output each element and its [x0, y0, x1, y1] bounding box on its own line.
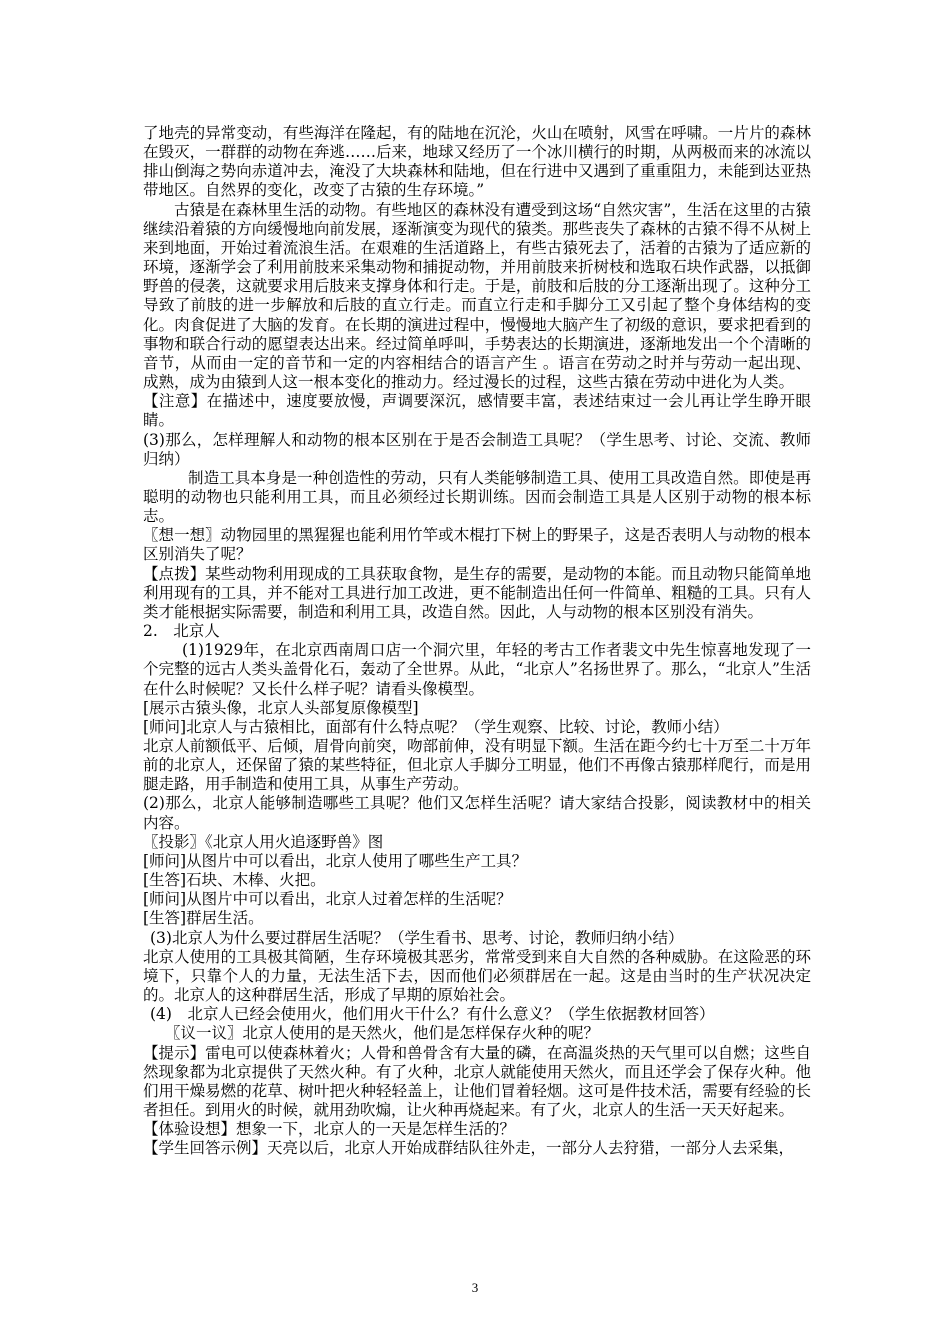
- paragraph: 〖议一议〗北京人使用的是天然火，他们是怎样保存火种的呢？: [165, 1024, 600, 1043]
- paragraph: [师问]从图片中可以看出，北京人过着怎样的生活呢？: [143, 890, 512, 909]
- paragraph: [生答]石块、木棒、火把。: [143, 871, 326, 890]
- section-heading: 2. 北京人: [143, 622, 220, 641]
- paragraph: 【提示】雷电可以使森林着火；人骨和兽骨含有大量的磷，在高温炎热的天气里可以自燃；这些自然现象都为北京提供了天然火种。有了火种，北京人就能使用天然火，而且还学会了保存火种。他们用干燥易燃的花草、树叶把火种轻轻盖上，让他们冒着轻烟。这可是件技术活，需要有经验的长者担任。到用火的时候，就用劲吹煽，让火种再烧起来。有了火，北京人的生活一天天好起来。: [143, 1043, 811, 1119]
- page-body: [143, 124, 811, 1158]
- paragraph: [展示古猿头像，北京人头部复原像模型]: [143, 698, 419, 717]
- paragraph: (3)那么，怎样理解人和动物的根本区别在于是否会制造工具呢？（学生思考、讨论、交流、教师归纳）: [143, 430, 811, 468]
- paragraph: [师问]北京人与古猿相比，面部有什么特点呢？（学生观察、比较、讨论，教师小结）: [143, 717, 729, 736]
- paragraph: 了地壳的异常变动，有些海洋在隆起，有的陆地在沉沦，火山在喷射，风雪在呼啸。一片片的森林在毁灭，一群群的动物在奔逃……后来，地球又经历了一个冰川横行的时期，从两极而来的冰流以排山倒海之势向赤道冲去，淹没了大块森林和陆地，但在行进中又遇到了重重阻力，未能到达亚热带地区。自然界的变化，改变了古猿的生存环境。”: [143, 124, 811, 200]
- paragraph: [生答]群居生活。: [143, 909, 264, 928]
- paragraph: (4) 北京人已经会使用火，他们用火干什么？有什么意义？（学生依据教材回答）: [150, 1005, 715, 1024]
- paragraph: 〖想一想〗动物园里的黑猩猩也能利用竹竿或木棍打下树上的野果子，这是否表明人与动物的根本区别消失了呢？: [143, 526, 811, 564]
- paragraph: 北京人前额低平、后倾，眉骨向前突，吻部前伸，没有明显下额。生活在距今约七十万至二十万年前的北京人，还保留了猿的某些特征，但北京人手脚分工明显，他们不再像古猿那样爬行，而是用腿走路，用手制造和使用工具，从事生产劳动。: [143, 737, 811, 794]
- paragraph: (1)1929年，在北京西南周口店一个洞穴里，年轻的考古工作者裴文中先生惊喜地发现了一个完整的远古人类头盖骨化石，轰动了全世界。从此，“北京人”名扬世界了。那么，“北京人”生活在什么时候呢？又长什么样子呢？请看头像模型。: [143, 641, 811, 698]
- paragraph: 〖投影〗《北京人用火追逐野兽》图: [143, 832, 384, 851]
- paragraph: (3)北京人为什么要过群居生活呢？（学生看书、思考、讨论，教师归纳小结）: [150, 928, 684, 947]
- page-number: 3: [471, 1280, 479, 1295]
- paragraph: 【体验设想】想象一下，北京人的一天是怎样生活的？: [143, 1120, 516, 1139]
- paragraph: [师问]从图片中可以看出，北京人使用了哪些生产工具？: [143, 851, 528, 870]
- paragraph: (2)那么，北京人能够制造哪些工具呢？他们又怎样生活呢？请大家结合投影，阅读教材中的相关内容。: [143, 794, 811, 832]
- paragraph: 古猿是在森林里生活的动物。有些地区的森林没有遭受到这场“自然灾害”，生活在这里的古猿继续沿着猿的方向缓慢地向前发展，逐渐演变为现代的猿类。那些丧失了森林的古猿不得不从树上来到地面，开始过着流浪生活。在艰难的生活道路上，有些古猿死去了，活着的古猿为了适应新的环境，逐渐学会了利用前肢来采集动物和捕捉动物，并用前肢来折树枝和选取石块作武器，以抵御野兽的侵袭，这就要求用后肢来支撑身体和行走。于是，前肢和后肢的分工逐渐出现了。这种分工导致了前肢的进一步解放和后肢的直立行走。而直立行走和手脚分工又引起了整个身体结构的变化。肉食促进了大脑的发育。在长期的演进过程中，慢慢地大脑产生了初级的意识，要求把看到的事物和联合行动的愿望表达出来。经过简单呼叫，手势表达的长期演进，逐渐地发出一个个清晰的音节，从而由一定的音节和一定的内容相结合的语言产生 。语言在劳动之时并与劳动一起出现、成熟，成为由猿到人这一根本变化的推动力。经过漫长的过程，这些古猿在劳动中进化为人类。: [143, 200, 811, 392]
- paragraph: 【注意】在描述中，速度要放慢，声调要深沉，感情要丰富，表述结束过一会儿再让学生睁开眼睛。: [143, 392, 811, 430]
- paragraph: 【点拨】某些动物利用现成的工具获取食物，是生存的需要，是动物的本能。而且动物只能简单地利用现有的工具，并不能对工具进行加工改进，更不能制造出任何一件简单、粗糙的工具。只有人类才能根据实际需要，制造和利用工具，改造自然。因此，人与动物的根本区别没有消失。: [143, 564, 811, 621]
- paragraph: 北京人使用的工具极其简陋，生存环境极其恶劣，常常受到来自大自然的各种威胁。在这险恶的环境下，只靠个人的力量，无法生活下去，因而他们必须群居在一起。这是由当时的生产状况决定的。北京人的这种群居生活，形成了早期的原始社会。: [143, 947, 811, 1005]
- paragraph: 制造工具本身是一种创造性的劳动，只有人类能够制造工具、使用工具改造自然。即使是再聪明的动物也只能利用工具，而且必须经过长期训练。因而会制造工具是人区别于动物的根本标志。: [143, 468, 811, 526]
- paragraph: 【学生回答示例】天亮以后，北京人开始成群结队往外走，一部分人去狩猎，一部分人去采集，: [143, 1139, 795, 1158]
